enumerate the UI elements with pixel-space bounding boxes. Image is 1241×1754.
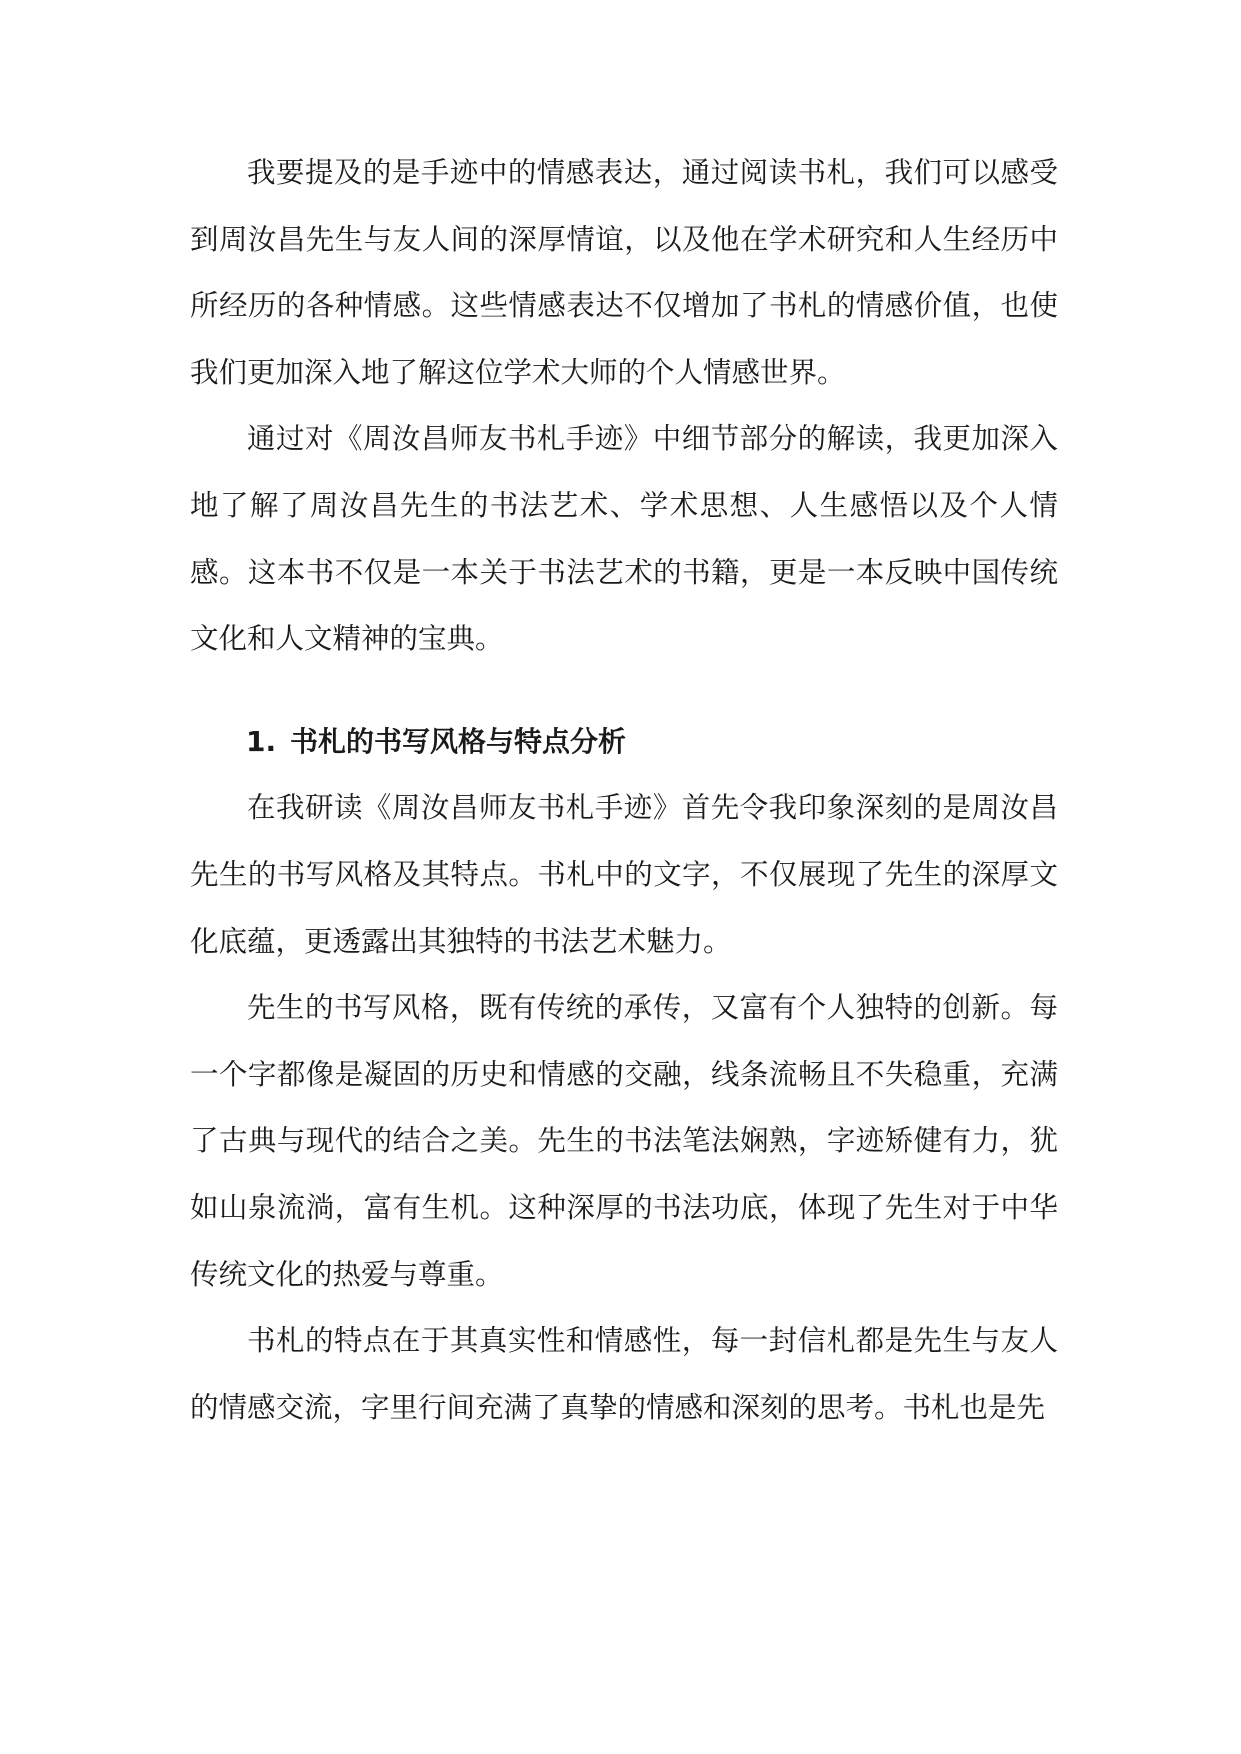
paragraph-emotional-expression: 我要提及的是手迹中的情感表达，通过阅读书札，我们可以感受到周汝昌先生与友人间的深厚情谊，以及他在学术研究和人生经历中所经历的各种情感。这些情感表达不仅增加了书札的情感价值，也使我们更加深入地了解这位学术大师的个人情感世界。 <box>190 156 1058 389</box>
section-number: 1. <box>246 724 277 758</box>
paragraph-writing-style: 先生的书写风格，既有传统的承传，又富有个人独特的创新。每一个字都像是凝固的历史和情感的交融，线条流畅且不失稳重，充满了古典与现代的结合之美。先生的书法笔法娴熟，字迹矫健有力，犹如山泉流淌，富有生机。这种深厚的书法功底，体现了先生对于中华传统文化的热爱与尊重。 <box>190 991 1058 1291</box>
paragraph-letter-features: 书札的特点在于其真实性和情感性，每一封信札都是先生与友人的情感交流，字里行间充满了真挚的情感和深刻的思考。书札也是先 <box>190 1324 1058 1424</box>
paragraph-style-intro: 在我研读《周汝昌师友书札手迹》首先令我印象深刻的是周汝昌先生的书写风格及其特点。书札中的文字，不仅展现了先生的深厚文化底蕴，更透露出其独特的书法艺术魅力。 <box>190 791 1058 958</box>
document-page <box>190 140 1058 1441</box>
paragraph-interpretation-summary: 通过对《周汝昌师友书札手迹》中细节部分的解读，我更加深入地了解了周汝昌先生的书法艺术、学术思想、人生感悟以及个人情感。这本书不仅是一本关于书法艺术的书籍，更是一本反映中国传统文化和人文精神的宝典。 <box>190 422 1058 656</box>
section-heading <box>190 709 1058 776</box>
section-title: 书札的书写风格与特点分析 <box>290 724 627 758</box>
